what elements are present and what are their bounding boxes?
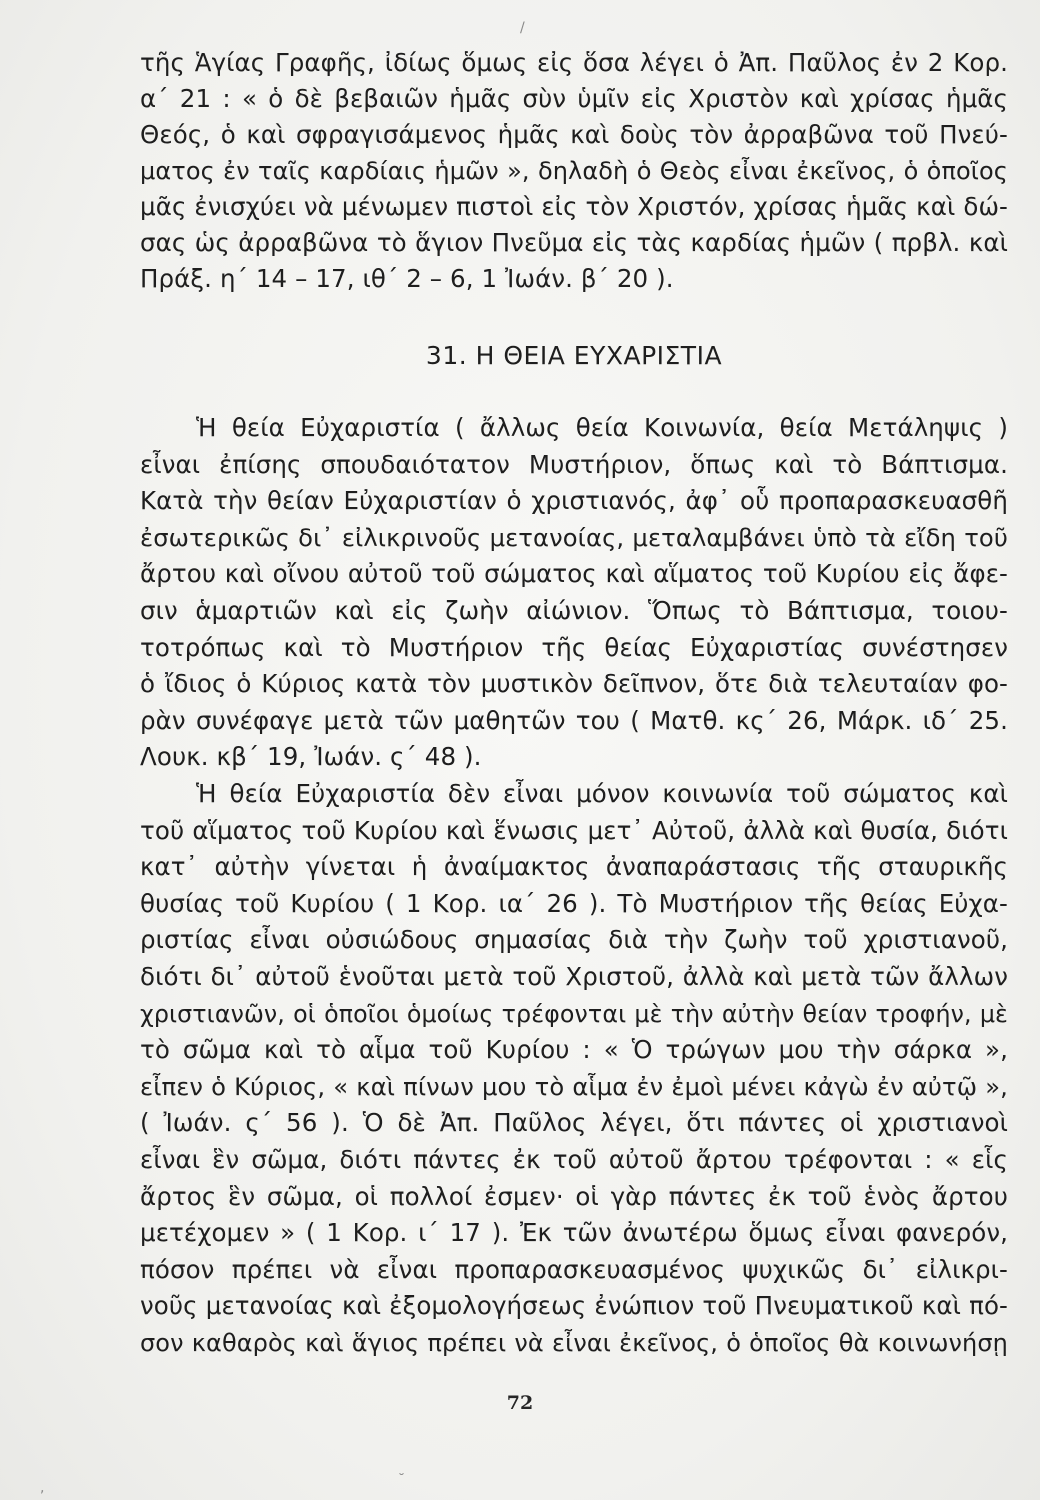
text-line: ἐσωτερικῶς δι᾽ εἰλικρινοῦς μετανοίας, μεταλαμβάνει ὑπὸ τὰ εἴδη τοῦ bbox=[140, 522, 1008, 552]
top-paragraph bbox=[140, 45, 1008, 297]
text-line: τοῦ αἵματος τοῦ Κυρίου καὶ ἕνωσις μετ᾽ Αὐτοῦ, ἀλλὰ καὶ θυσία, διότι bbox=[140, 815, 1008, 845]
scan-speck: ˘ bbox=[398, 1472, 405, 1488]
section-heading: 31. Η ΘΕΙΑ ΕΥΧΑΡΙΣΤΙΑ bbox=[425, 341, 723, 370]
text-line: τοτρόπως καὶ τὸ Μυστήριον τῆς θείας Εὐχαριστίας συνέστησεν bbox=[140, 632, 1008, 662]
text-line: σας ὡς ἀρραβῶνα τὸ ἅγιον Πνεῦμα εἰς τὰς καρδίας ἡμῶν ( πρβλ. καὶ bbox=[140, 228, 1008, 257]
text-line: Κατὰ τὴν θείαν Εὐχαριστίαν ὁ χριστιανός, ἀφ᾽ οὗ προπαρασκευασθῆ bbox=[140, 486, 1008, 516]
scan-speck: , bbox=[40, 1480, 45, 1496]
text-line: ( Ἰωάν. ς΄ 56 ). Ὁ δὲ Ἀπ. Παῦλος λέγει, ὅτι πάντες οἱ χριστιανοὶ bbox=[140, 1108, 1008, 1138]
page-number: 72 bbox=[506, 1392, 534, 1414]
text-line: σον καθαρὸς καὶ ἅγιος πρέπει νὰ εἶναι ἐκεῖνος, ὁ ὁποῖος θὰ κοινωνήσῃ bbox=[140, 1328, 1008, 1357]
text-line: Ἡ θεία Εὐχαριστία δὲν εἶναι μόνον κοινωνία τοῦ σώματος καὶ bbox=[196, 779, 1008, 808]
text-line: μετέχομεν » ( 1 Κορ. ι΄ 17 ). Ἐκ τῶν ἀνωτέρω ὅμως εἶναι φανερόν, bbox=[140, 1218, 1008, 1248]
text-line: πόσον πρέπει νὰ εἶναι προπαρασκευασμένος ψυχικῶς δι᾽ εἰλικρι- bbox=[140, 1254, 1008, 1284]
text-line: ὁ ἴδιος ὁ Κύριος κατὰ τὸν μυστικὸν δεῖπνον, ὅτε διὰ τελευταίαν φο- bbox=[140, 669, 1008, 699]
text-line: χριστιανῶν, οἱ ὁποῖοι ὁμοίως τρέφονται μὲ τὴν αὐτὴν θείαν τροφήν, μὲ bbox=[140, 999, 1008, 1028]
text-line: Θεός, ὁ καὶ σφραγισάμενος ἡμᾶς καὶ δοὺς τὸν ἀρραβῶνα τοῦ Πνεύ- bbox=[140, 120, 1008, 149]
text-line: τῆς Ἁγίας Γραφῆς, ἰδίως ὅμως εἰς ὅσα λέγει ὁ Ἀπ. Παῦλος ἐν 2 Κορ. bbox=[140, 48, 1008, 77]
scan-speck: / bbox=[520, 20, 525, 36]
text-line: Λουκ. κβ΄ 19, Ἰωάν. ς΄ 48 ). bbox=[140, 742, 482, 772]
text-line: διότι δι᾽ αὐτοῦ ἑνοῦται μετὰ τοῦ Χριστοῦ, ἀλλὰ καὶ μετὰ τῶν ἄλλων bbox=[140, 961, 1008, 991]
text-line: εἶναι ἓν σῶμα, διότι πάντες ἐκ τοῦ αὐτοῦ ἄρτου τρέφονται : « εἷς bbox=[140, 1144, 1008, 1174]
text-line: ματος ἐν ταῖς καρδίαις ἡμῶν », δηλαδὴ ὁ Θεὸς εἶναι ἐκεῖνος, ὁ ὁποῖος bbox=[140, 157, 1008, 185]
text-line: νοῦς μετανοίας καὶ ἐξομολογήσεως ἐνώπιον τοῦ Πνευματικοῦ καὶ πό- bbox=[140, 1291, 1008, 1321]
text-line: ριστίας εἶναι οὐσιώδους σημασίας διὰ τὴν ζωὴν τοῦ χριστιανοῦ, bbox=[140, 925, 1008, 955]
text-line: ρὰν συνέφαγε μετὰ τῶν μαθητῶν του ( Ματθ. κς΄ 26, Μάρκ. ιδ΄ 25. bbox=[140, 705, 1008, 735]
paragraph-eucharist-definition bbox=[140, 410, 1008, 776]
paragraph-eucharist-sacrifice bbox=[140, 776, 1008, 1362]
text-line: εἶπεν ὁ Κύριος, « καὶ πίνων μου τὸ αἷμα ἐν ἐμοὶ μένει κἀγὼ ἐν αὐτῷ », bbox=[140, 1071, 1008, 1101]
text-line: Ἡ θεία Εὐχαριστία ( ἄλλως θεία Κοινωνία, θεία Μετάληψις ) bbox=[196, 413, 1008, 442]
text-line: Πράξ. η΄ 14 – 17, ιθ΄ 2 – 6, 1 Ἰωάν. β΄ 20 ). bbox=[140, 264, 674, 293]
text-line: θυσίας τοῦ Κυρίου ( 1 Κορ. ια΄ 26 ). Τὸ Μυστήριον τῆς θείας Εὐχα- bbox=[140, 888, 1008, 918]
text-line: ἄρτου καὶ οἴνου αὐτοῦ τοῦ σώματος καὶ αἵματος τοῦ Κυρίου εἰς ἄφε- bbox=[140, 559, 1008, 589]
text-line: α΄ 21 : « ὁ δὲ βεβαιῶν ἡμᾶς σὺν ὑμῖν εἰς Χριστὸν καὶ χρίσας ἡμᾶς bbox=[140, 84, 1008, 113]
text-line: τὸ σῶμα καὶ τὸ αἷμα τοῦ Κυρίου : « Ὁ τρώγων μου τὴν σάρκα », bbox=[140, 1035, 1008, 1065]
text-line: εἶναι ἐπίσης σπουδαιότατον Μυστήριον, ὅπως καὶ τὸ Βάπτισμα. bbox=[140, 449, 1008, 479]
text-line: κατ᾽ αὐτὴν γίνεται ἡ ἀναίμακτος ἀναπαράστασις τῆς σταυρικῆς bbox=[140, 852, 1008, 882]
text-line: σιν ἁμαρτιῶν καὶ εἰς ζωὴν αἰώνιον. Ὅπως τὸ Βάπτισμα, τοιου- bbox=[140, 595, 1008, 625]
text-line: μᾶς ἐνισχύει νὰ μένωμεν πιστοὶ εἰς τὸν Χριστόν, χρίσας ἡμᾶς καὶ δώ- bbox=[140, 192, 1008, 221]
text-line: ἄρτος ἓν σῶμα, οἱ πολλοί ἐσμεν· οἱ γὰρ πάντες ἐκ τοῦ ἑνὸς ἄρτου bbox=[140, 1181, 1008, 1211]
